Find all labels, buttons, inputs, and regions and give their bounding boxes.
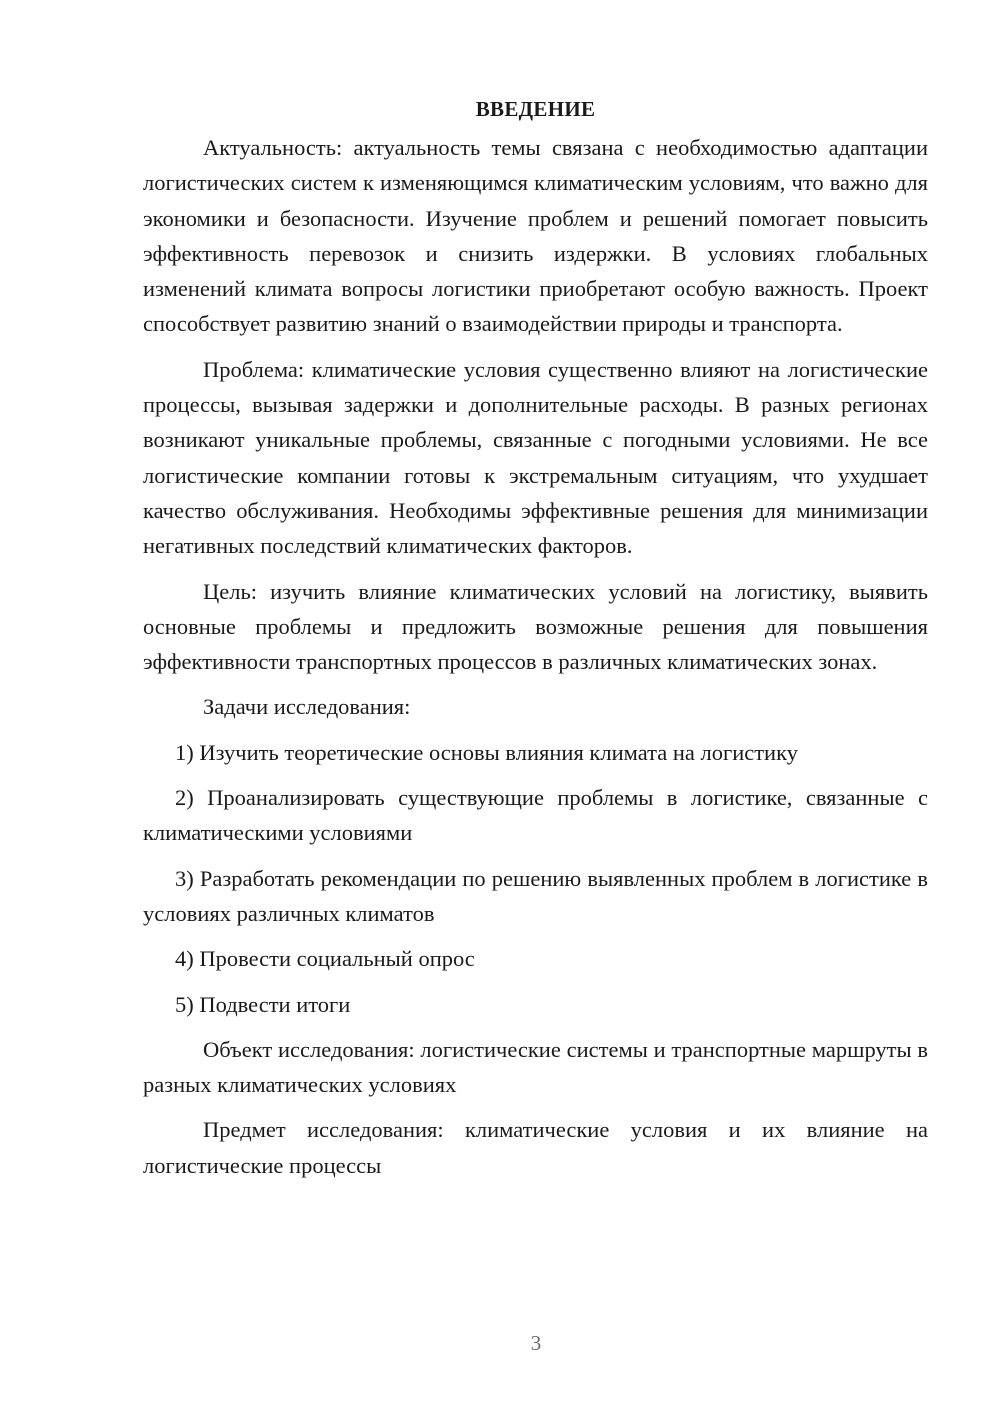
task-item-4: 4) Провести социальный опрос: [175, 946, 475, 972]
paragraph-problem: Проблема: климатические условия существенно влияют на логистические процессы, вызывая задержки и дополнительные расходы. В разных регионах возникают уникальные проблемы, связанные с погодными условиями. Не все логистические компании готовы к экстремальным ситуациям, что ухудшает качество обслуживания. Необходимы эффективные решения для минимизации негативных последствий климатических факторов.: [143, 356, 928, 559]
paragraph-object: Объект исследования: логистические системы и транспортные маршруты в разных климатических условиях: [143, 1036, 928, 1098]
paragraph-subject: Предмет исследования: климатические условия и их влияние на логистические процессы: [143, 1117, 928, 1178]
section-title: ВВЕДЕНИЕ: [475, 97, 596, 121]
task-item-2: 2) Проанализировать существующие проблемы в логистике, связанные с климатическими условиями: [143, 785, 928, 846]
task-item-3: 3) Разработать рекомендации по решению выявленных проблем в логистике в условиях различных климатов: [143, 865, 928, 926]
document-page: [143, 92, 928, 1183]
task-item-5: 5) Подвести итоги: [175, 991, 351, 1017]
paragraph-relevance: Актуальность: актуальность темы связана с необходимостью адаптации логистических систем к изменяющимся климатическим условиям, что важно для экономики и безопасности. Изучение проблем и решений помогает повысить эффективность перевозок и снизить издержки. В условиях глобальных изменений климата вопросы логистики приобретают особую важность. Проект способствует развитию знаний о взаимодействии природы и транспорта.: [143, 135, 928, 337]
page-number: 3: [530, 1331, 542, 1355]
tasks-heading: Задачи исследования:: [203, 694, 411, 720]
task-item-1: 1) Изучить теоретические основы влияния климата на логистику: [175, 739, 798, 765]
paragraph-goal: Цель: изучить влияние климатических условий на логистику, выявить основные проблемы и предложить возможные решения для повышения эффективности транспортных процессов в различных климатических зонах.: [143, 578, 928, 675]
